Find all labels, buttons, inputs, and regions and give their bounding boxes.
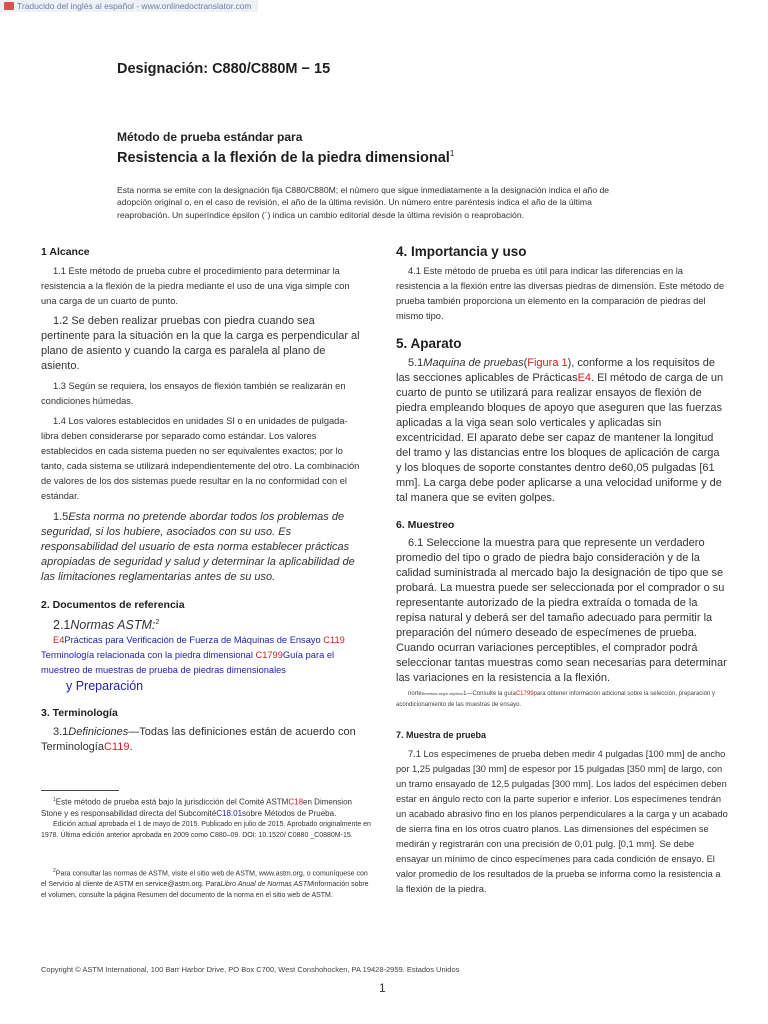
definitions-text: —Todas las definiciones están de acuerdo con Terminología xyxy=(41,726,356,754)
reference-list xyxy=(41,633,361,678)
note-label: norte xyxy=(408,691,422,697)
paragraph-2-1 xyxy=(41,615,361,633)
c1799-link[interactable]: C1799 xyxy=(515,691,534,697)
c119-link[interactable]: C119 xyxy=(103,741,130,754)
footnote-1-text xyxy=(41,795,371,819)
paragraph-1-4: 1.4 Los valores establecidos en unidades SI o en unidades de pulgada-libra deben considerarse por separado como estándar. Los valores establecidos en cada sistema pueden no ser equivalentes exactos; por lo tanto, cada sistema se utilizará independientemente del otro. La combinación de valores de los dos sistemas puede resultar en la no conformidad con el estándar. xyxy=(41,416,360,501)
ref-c1799-title[interactable]: Guía para el muestreo de muestras de prueba de piedras dimensionales xyxy=(41,650,335,676)
paragraph-1-5-number: 1.5 xyxy=(53,511,69,523)
footnote-1 xyxy=(41,795,371,841)
ref-c119-link[interactable]: C119 xyxy=(323,635,345,646)
section-5-heading: 5. Aparato xyxy=(396,336,462,351)
left-column xyxy=(41,246,361,755)
section-6-heading: 6. Muestreo xyxy=(396,519,455,531)
paragraph-2-1-number: 2.1 xyxy=(53,618,71,633)
paragraph-3-1-number: 3.1 xyxy=(53,726,69,739)
footnote-1-part-b: en Dimension Stone y es responsabilidad directa del Subcomité xyxy=(41,797,352,818)
footnote-divider xyxy=(41,790,119,791)
astm-standards-label: Normas ASTM: xyxy=(70,618,156,633)
section-4-heading: 4. Importancia y uso xyxy=(396,244,527,259)
annual-book-title: Libro Anual de Normas ASTM xyxy=(220,881,313,889)
copyright-footer: Copyright © ASTM International, 100 Barr Harbor Drive, PO Box C700, West Conshohocken, PA 19428-2959. Estados Unidos xyxy=(41,965,460,974)
paragraph-5-1-part-c: 60,05 pulgadas [61 mm]. La carga debe poder aplicarse a una velocidad uniforme y de tal manera que se eviten golpes. xyxy=(396,462,722,504)
paragraph-1-2: 1.2 Se deben realizar pruebas con piedra cuando sea pertinente para la situación en la que la carga es perpendicular al plano de asiento y cuando la carga es paralela al plano de asiento. xyxy=(41,315,360,372)
paragraph-3-1 xyxy=(41,725,361,755)
title-text: Resistencia a la flexión de la piedra dimensional xyxy=(117,149,450,166)
note-part-b: para obtener información adicional sobre la selección, preparación y acondicionamiento de las muestras de ensayo. xyxy=(396,691,715,708)
note-tiny-text: Beneficios según objetivos xyxy=(421,692,464,696)
paragraph-5-1 xyxy=(396,356,728,506)
figure-paren-close: ) xyxy=(567,357,572,369)
footnote-2-part-b: información sobre el volumen, consulte la página Resumen del documento de la norma en el sitio web de ASTM. xyxy=(41,881,369,900)
footnote-2-text xyxy=(41,866,371,901)
ref-c119-title[interactable]: Terminología relacionada con la piedra dimensional xyxy=(41,650,253,661)
translation-banner[interactable] xyxy=(0,0,258,12)
figure-1-link[interactable]: Figura 1 xyxy=(527,357,568,369)
footnote-mark-2: 2 xyxy=(155,619,160,626)
paragraph-1-5 xyxy=(41,510,361,585)
c18-link[interactable]: C18 xyxy=(288,797,304,807)
figure-paren-open: ( xyxy=(523,357,528,369)
section-1-heading: 1 Alcance xyxy=(41,246,90,258)
footnote-2 xyxy=(41,866,371,901)
note-part-a: 1—Consulte la guía xyxy=(463,691,516,697)
page-number: 1 xyxy=(379,981,386,995)
footnote-1-mark: 1 xyxy=(53,797,56,803)
paragraph-6-1: 6.1 Seleccione la muestra para que represente un verdadero promedio del tipo o grado de piedra bajo consideración y de la calidad suministrada al mercado bajo la designación de tipo que se probará. La muestra puede ser seleccionada por el comprador o su representante autorizado de la piedra extraída o tomada de la repisa natural y deberá ser del tamaño adecuado para permitir la preparación del número deseado de especímenes de prueba. Cuando ocurran variaciones perceptibles, el comprador podrá seleccionar tantas muestras como sean necesarias para determinar las variaciones en la resistencia a la flexión. xyxy=(396,537,727,684)
footnote-1-part-a: Este método de prueba está bajo la jurisdicción del Comité ASTM xyxy=(55,797,289,807)
paragraph-7-1: 7.1 Los especímenes de prueba deben medir 4 pulgadas [100 mm] de ancho por 1,25 pulgadas [30 mm] de espesor por 15 pulgadas [350 mm] de largo, con un tramo ensayado de 12,5 pulgadas [300 mm]. Los lados del espécimen deben estar en ángulo recto con la parte superior e inferior. Los especímenes tendrán un acabado abrasivo fino en los planos perpendiculares a la carga y un acabado de sierra fina en los otros cuatro planos. Las dimensiones del espécimen se medirán y registrarán con una precisión de 0,01 pulg. [0,1 mm]. Se debe ensayar un mínimo de cinco especímenes para cada condición de ensayo. El valor promedio de los resultados de la prueba se informa como la resistencia a la flexión de la piedra. xyxy=(396,749,728,894)
ref-c1799-link[interactable]: C1799 xyxy=(255,650,283,661)
standard-title xyxy=(117,149,454,166)
section-7-heading: 7. Muestra de prueba xyxy=(396,730,487,740)
c18-01-link[interactable]: C18.01 xyxy=(216,808,243,818)
ref-e4-link[interactable]: E4 xyxy=(53,635,65,646)
e4-link[interactable]: E4 xyxy=(577,372,592,384)
definitions-end: . xyxy=(129,741,133,754)
title-footnote-mark: 1 xyxy=(449,149,455,158)
footnote-1-edition: Edición actual aprobada el 1 de mayo de 2015. Publicado en julio de 2015. Aprobado originalmente en 1978. Última edición anterior aprobada en 2009 como C880–09. DOI: 10.1520/ C0880 _C0880M-15. xyxy=(41,820,371,839)
footnote-1-part-c: sobre Métodos de Prueba. xyxy=(242,808,337,818)
paragraph-1-1: 1.1 Este método de prueba cubre el procedimiento para determinar la resistencia a la flexión de la piedra mediante el uso de una viga simple con una carga de un cuarto de punto. xyxy=(41,266,350,306)
designation: Designación: C880/C880M − 15 xyxy=(117,61,331,77)
paragraph-1-3: 1.3 Según se requiera, los ensayos de flexión también se realizarán en condiciones húmedas. xyxy=(41,381,346,406)
pdf-icon xyxy=(4,2,14,10)
paragraph-5-1-part-b: . El método de carga de un cuarto de punto se utilizará para realizar ensayos de flexión de piedra empleando bloques de apoyo que aseguren que las fuerzas aplicadas a la viga sean solo verticales y aplicadas sin excentricidad. El aparato debe ser capaz de mantener la longitud del tramo y las distancias entre los bloques de aplicación de carga y los bloques de soporte constantes dentro de xyxy=(396,372,724,474)
reference-continuation[interactable]: y Preparación xyxy=(66,679,144,694)
section-2-heading: 2. Documentos de referencia xyxy=(41,599,185,611)
section-3-heading: 3. Terminología xyxy=(41,707,118,720)
paragraph-1-5-text: Esta norma no pretende abordar todos los problemas de seguridad, si los hubiere, asociados con su uso. Es responsabilidad del usuario de esta norma establecer prácticas apropiadas de seguridad y salud y determinar la aplicabilidad de las limitaciones reglamentarias antes de su uso. xyxy=(41,511,355,583)
paragraph-5-1-part-a: , conforme a los requisitos de las secciones aplicables de Prácticas xyxy=(396,357,715,384)
paragraph-4-1: 4.1 Este método de prueba es útil para indicar las diferencias en la resistencia a la flexión entre las diversas piedras de dimensión. Este método de prueba también proporciona un elemento en la comparación de piedras del mismo tipo. xyxy=(396,266,725,321)
footnote-2-part-a: Para consultar las normas de ASTM, visite el sitio web de ASTM, www.astm.org, o comuníquese con el Servicio al cliente de ASTM en service@astm.org. Para xyxy=(41,870,368,889)
right-column xyxy=(396,244,728,897)
definitions-term: Definiciones xyxy=(68,726,129,739)
standard-method-line: Método de prueba estándar para xyxy=(117,130,303,144)
footnote-2-mark: 2 xyxy=(53,868,56,874)
banner-text[interactable]: Traducido del inglés al español - www.onlinedoctranslator.com xyxy=(17,1,252,11)
testing-machine-term: Maquina de pruebas xyxy=(423,357,524,369)
note-1 xyxy=(396,689,728,711)
ref-e4-title[interactable]: Prácticas para Verificación de Fuerza de Máquinas de Ensayo xyxy=(64,635,321,646)
issuance-note: Esta norma se emite con la designación fija C880/C880M; el número que sigue inmediatamente a la designación indica el año de adopción original o, en el caso de revisión, el año de la última revisión. Un número entre paréntesis indica el año de la última reaprobación. Un superíndice épsilon (´) indica un cambio editorial desde la última revisión o reaprobación. xyxy=(117,185,610,220)
paragraph-5-1-number: 5.1 xyxy=(408,357,424,369)
